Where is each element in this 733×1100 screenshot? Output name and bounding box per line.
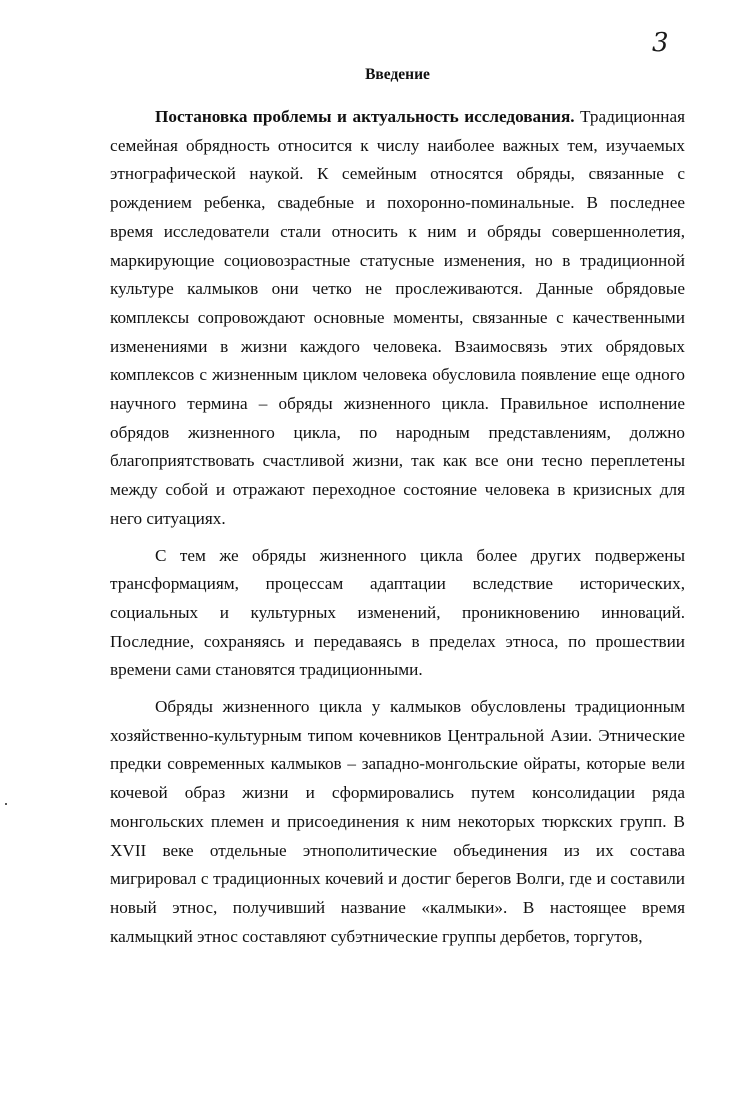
- scan-speck: [5, 803, 7, 805]
- paragraph-1-text: Традиционная семейная обрядность относится к числу наиболее важных тем, изучаемых этнографической наукой. К семейным относятся обряды, связанные с рождением ребенка, свадебные и похоронно-поминальные. В последнее время исследователи стали относить к ним и обряды совершеннолетия, маркирующие социовозрастные статусные изменения, но в традиционной культуре калмыков они четко не прослеживаются. Данные обрядовые комплексы сопровождают основные моменты, связанные с качественными изменениями в жизни каждого человека. Взаимосвязь этих обрядовых комплексов с жизненным циклом человека обусловила появление еще одного научного термина – обряды жизненного цикла. Правильное исполнение обрядов жизненного цикла, по народным представлениям, должно благоприятствовать счастливой жизни, так как все они тесно переплетены между собой и отражают переходное состояние человека в кризисных для него ситуациях.: [110, 107, 685, 528]
- page-number: 3: [652, 28, 669, 58]
- paragraph-1-lead: Постановка проблемы и актуальность исследования.: [155, 107, 575, 126]
- paragraph-3: [110, 693, 685, 951]
- paragraph-2: [110, 542, 685, 686]
- paragraph-2-text: С тем же обряды жизненного цикла более других подвержены трансформациям, процессам адаптации вследствие исторических, социальных и культурных изменений, проникновению инноваций. Последние, сохраняясь и передаваясь в пределах этноса, по прошествии времени сами становятся традиционными.: [110, 545, 685, 680]
- document-body: [110, 62, 685, 959]
- paragraph-3-text: Обряды жизненного цикла у калмыков обусловлены традиционным хозяйственно-культурным типом кочевников Центральной Азии. Этнические предки современных калмыков – западно-монгольские ойраты, которые вели кочевой образ жизни и сформировались путем консолидации ряда монгольских племен и присоединения к ним некоторых тюркских групп. В XVII веке отдельные этнополитические объединения из их состава мигрировал с традиционных кочевий и достиг берегов Волги, где и составили новый этнос, получивший название «калмыки». В настоящее время калмыцкий этнос составляют субэтнические группы дербетов, торгутов,: [110, 697, 685, 946]
- paragraph-1: [110, 103, 685, 534]
- section-heading: Введение: [365, 66, 430, 83]
